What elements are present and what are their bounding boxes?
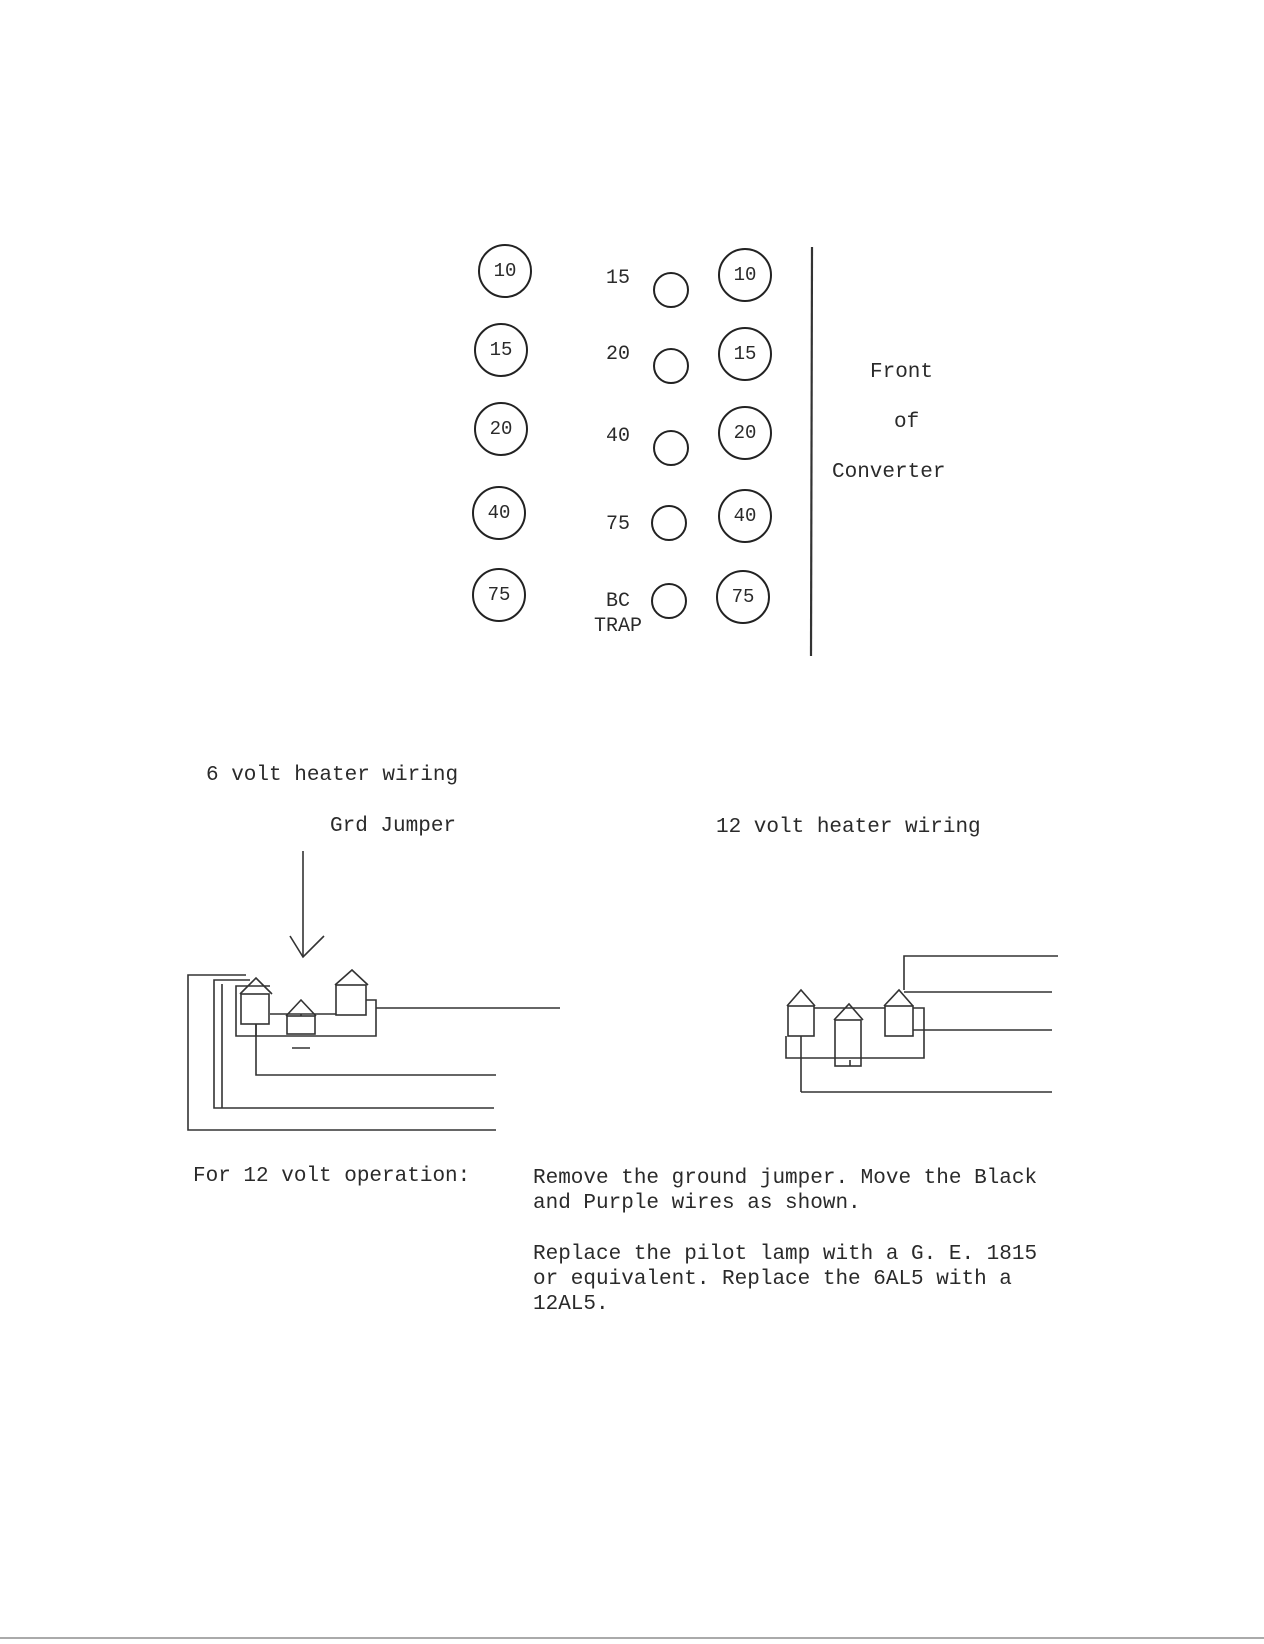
front-label-line2: of: [894, 411, 920, 434]
left-coil-label: 15: [489, 339, 513, 361]
right-coil-label: 15: [733, 343, 757, 365]
front-label-line3: Converter: [832, 461, 946, 484]
twelve-volt-title: 12 volt heater wiring: [716, 816, 981, 839]
right-coil-label: 75: [731, 586, 755, 608]
right-coil-label: 20: [733, 422, 757, 444]
trimmer-label-5: BC: [605, 590, 630, 613]
trimmer-label-1: 15: [605, 267, 630, 290]
ground-jumper-arrow: [290, 851, 324, 957]
trimmer-label-4: 75: [605, 513, 630, 536]
six-volt-title: 6 volt heater wiring: [206, 764, 459, 787]
right-coil-label: 10: [733, 264, 757, 286]
instructions-paragraph-2: Replace the pilot lamp with a G. E. 1815 or equivalent. Replace the 6AL5 with a 12AL5.: [533, 1243, 1038, 1316]
left-coil-label: 20: [489, 418, 513, 440]
left-coil-label: 75: [487, 584, 511, 606]
front-panel-line: [811, 247, 812, 656]
trimmer-label-3: 40: [605, 425, 630, 448]
front-label-line1: Front: [870, 361, 934, 384]
ground-jumper-label: Grd Jumper: [330, 815, 457, 838]
instructions-paragraph-1: Remove the ground jumper. Move the Black and Purple wires as shown.: [533, 1167, 1038, 1215]
left-coil-label: 40: [487, 502, 511, 524]
left-coil-label: 10: [493, 260, 517, 282]
trimmer-label-2: 20: [605, 343, 630, 366]
six-volt-wiring-diagram: [188, 970, 560, 1130]
instructions-heading: For 12 volt operation:: [193, 1165, 471, 1188]
trimmer-sublabel-5: TRAP: [593, 615, 642, 638]
twelve-volt-wiring-diagram: [786, 956, 1058, 1092]
right-coil-label: 40: [733, 505, 757, 527]
